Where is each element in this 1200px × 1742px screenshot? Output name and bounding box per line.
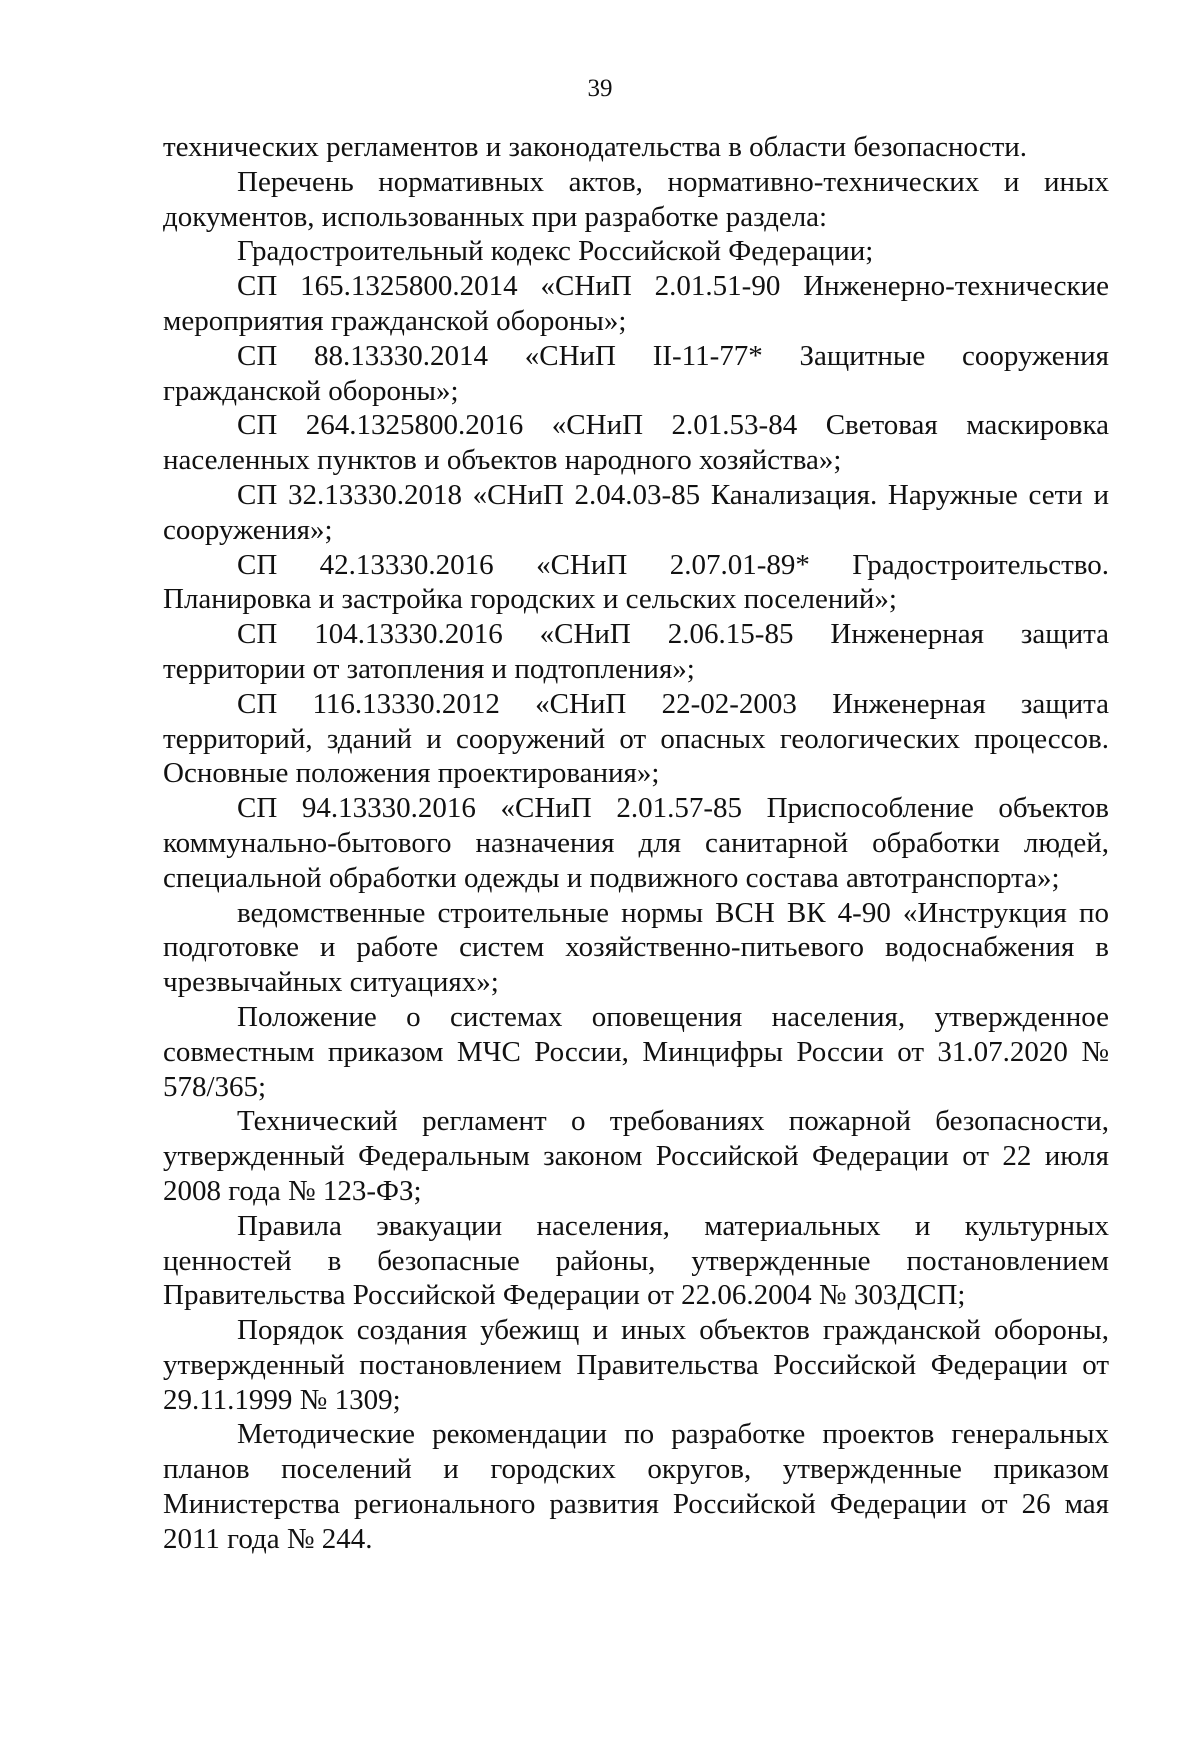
paragraph-item: Методические рекомендации по разработке проектов генеральных планов поселений и городских округов, утвержденные приказом Министерства регионального развития Российской Федерации от 26 мая 2011 года № 244. [163, 1418, 1109, 1555]
paragraph-item: Правила эвакуации населения, материальных и культурных ценностей в безопасные районы, утвержденные постановлением Правительства Российской Федерации от 22.06.2004 № 303ДСП; [163, 1209, 1109, 1312]
paragraph-continuation: технических регламентов и законодательства в области безопасности. [163, 131, 1028, 163]
paragraph-item: СП 42.13330.2016 «СНиП 2.07.01-89* Градостроительство. Планировка и застройка городских и сельских поселений»; [163, 548, 1109, 616]
paragraph-item: Градостроительный кодекс Российской Федерации; [237, 235, 874, 268]
paragraph-item: СП 165.1325800.2014 «СНиП 2.01.51-90 Инженерно-технические мероприятия гражданской обороны»; [163, 270, 1109, 337]
paragraph-list-intro: Перечень нормативных актов, нормативно-технических и иных документов, использованных при разработке раздела: [163, 165, 1109, 233]
paragraph-item: Порядок создания убежищ и иных объектов гражданской обороны, утвержденный постановлением Правительства Российской Федерации от 29.11.1999 № 1309; [163, 1314, 1109, 1416]
paragraph-item: СП 104.13330.2016 «СНиП 2.06.15-85 Инженерная защита территории от затопления и подтопления»; [163, 618, 1109, 685]
paragraph-item: СП 116.13330.2012 «СНиП 22-02-2003 Инженерная защита территорий, зданий и сооружений от опасных геологических процессов. Основные положения проектирования»; [163, 687, 1109, 790]
paragraph-item: СП 264.1325800.2016 «СНиП 2.01.53-84 Световая маскировка населенных пунктов и объектов народного хозяйства»; [163, 409, 1109, 477]
paragraph-item: СП 88.13330.2014 «СНиП II-11-77* Защитные сооружения гражданской обороны»; [163, 339, 1109, 407]
paragraph-item: ведомственные строительные нормы ВСН ВК 4-90 «Инструкция по подготовке и работе систем хозяйственно-питьевого водоснабжения в чрезвычайных ситуациях»; [163, 896, 1109, 999]
paragraph-item: Положение о системах оповещения населения, утвержденное совместным приказом МЧС России, Минцифры России от 31.07.2020 № 578/365; [163, 1000, 1109, 1103]
document-body [163, 130, 1109, 1557]
paragraph-item: СП 32.13330.2018 «СНиП 2.04.03-85 Канализация. Наружные сети и сооружения»; [163, 478, 1109, 546]
paragraph-item: СП 94.13330.2016 «СНиП 2.01.57-85 Приспособление объектов коммунально-бытового назначения для санитарной обработки людей, специальной обработки одежды и подвижного состава автотранспорта»; [163, 792, 1109, 894]
paragraph-item: Технический регламент о требованиях пожарной безопасности, утвержденный Федеральным законом Российской Федерации от 22 июля 2008 года № 123-ФЗ; [163, 1105, 1109, 1207]
page-number: 39 [587, 75, 613, 102]
